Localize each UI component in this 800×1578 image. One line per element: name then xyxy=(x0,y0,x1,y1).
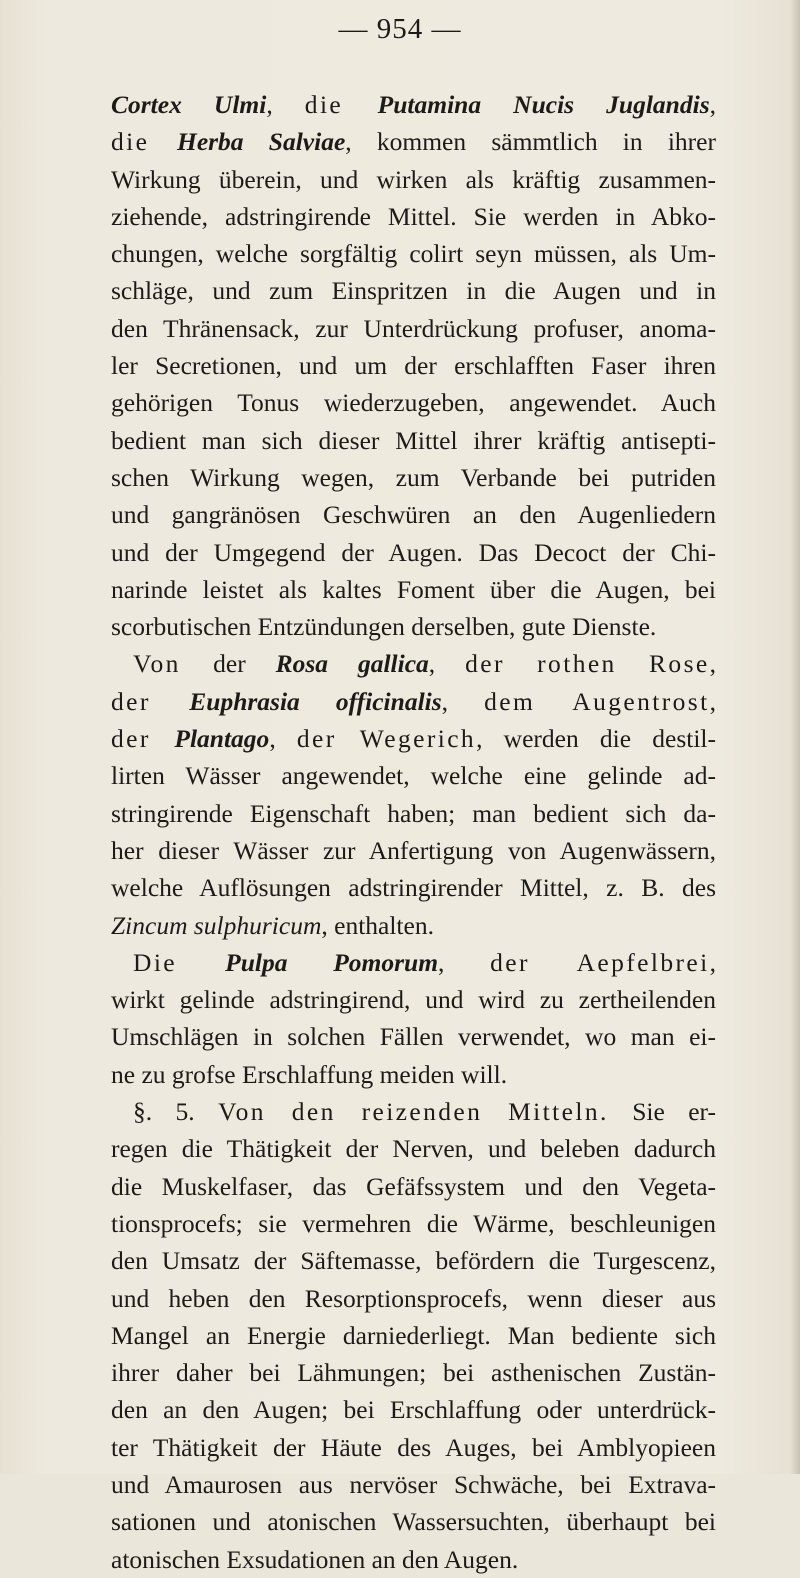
text-line xyxy=(111,310,716,347)
text-run: §. 5. xyxy=(133,1097,219,1127)
text-run: , werden die destil- xyxy=(476,724,717,754)
text-run: , xyxy=(441,686,485,716)
spaced-text: die xyxy=(304,90,378,119)
latin-term: Euphrasia officinalis xyxy=(189,686,442,716)
paragraph xyxy=(111,944,716,1093)
text-run: , enthalten. xyxy=(321,910,434,940)
text-run: bedient man sich dieser Mittel ihrer kräftig antisepti- xyxy=(111,425,716,455)
text-run: tionsprocefs; sie vermehren die Wärme, beschleunigen xyxy=(111,1208,716,1238)
text-run: , xyxy=(709,947,717,977)
text-run: , xyxy=(438,947,491,977)
text-line xyxy=(111,608,716,645)
text-run: welche Auflösungen adstringirender Mittel, z. B. des xyxy=(111,873,716,903)
page-edge-shadow xyxy=(790,0,800,1474)
text-run: regen die Thätigkeit der Nerven, und beleben dadurch xyxy=(111,1134,716,1164)
text-line xyxy=(111,1056,716,1093)
text-run: her dieser Wässer zur Anfertigung von Augenwässern, xyxy=(111,835,716,865)
spaced-text: die xyxy=(111,127,177,157)
text-line xyxy=(111,198,716,235)
text-line xyxy=(111,384,716,421)
latin-term: Cortex Ulmi xyxy=(111,90,267,119)
text-run: , xyxy=(709,686,716,716)
spaced-text: Von xyxy=(133,649,214,679)
text-line xyxy=(111,86,716,123)
text-run: Wirkung überein, und wirken als kräftig zusammen- xyxy=(111,164,716,194)
paragraph xyxy=(111,86,716,645)
text-line xyxy=(111,757,716,794)
text-run: stringirende Eigenschaft haben; man bedient sich da- xyxy=(111,798,716,828)
text-line xyxy=(111,123,716,160)
text-line xyxy=(111,1242,716,1279)
text-run: den Thränensack, zur Unterdrückung profuser, anoma- xyxy=(111,313,716,343)
text-line xyxy=(111,1093,716,1130)
text-run: ziehende, adstringirende Mittel. Sie werden in Abko- xyxy=(111,201,716,231)
text-line xyxy=(111,795,716,832)
spaced-text: Von den reizenden Mitteln. xyxy=(218,1097,609,1127)
text-line xyxy=(111,534,716,571)
text-run: , kommen sämmtlich in ihrer xyxy=(345,127,716,157)
latin-term: Putamina Nucis Juglandis xyxy=(377,90,710,119)
text-run: , xyxy=(709,649,716,679)
text-run: den an den Augen; bei Erschlaffung oder unterdrück- xyxy=(111,1395,716,1425)
spaced-text: dem Augentrost xyxy=(484,686,710,716)
text-line xyxy=(111,1466,716,1503)
text-run: ler Secretionen, und um der erschlafften Faser ihren xyxy=(111,351,716,381)
text-run: ne zu grofse Erschlaffung meiden will. xyxy=(111,1059,508,1089)
text-line xyxy=(111,1168,716,1205)
text-run: schläge, und zum Einspritzen in die Augen und in xyxy=(111,276,716,306)
spaced-text: der xyxy=(111,686,190,716)
text-line xyxy=(111,907,716,944)
text-line xyxy=(111,869,716,906)
text-line xyxy=(111,1429,716,1466)
text-run: , xyxy=(709,90,716,119)
text-run: Mangel an Energie darniederliegt. Man bediente sich xyxy=(111,1320,716,1350)
spaced-text: der xyxy=(111,724,175,754)
text-line xyxy=(111,1317,716,1354)
spaced-text: der Wegerich xyxy=(296,724,477,754)
text-line xyxy=(111,1130,716,1167)
spaced-text: der rothen Rose xyxy=(465,649,710,679)
latin-term: Pulpa Pomorum xyxy=(225,947,439,977)
text-line xyxy=(111,272,716,309)
text-run: und heben den Resorptionsprocefs, wenn dieser aus xyxy=(111,1283,716,1313)
text-run: der xyxy=(213,649,276,679)
text-line xyxy=(111,683,716,720)
text-run: gehörigen Tonus wiederzugeben, angewendet. Auch xyxy=(111,388,716,418)
text-run: narinde leistet als kaltes Foment über die Augen, bei xyxy=(111,574,716,604)
text-run: lirten Wässer angewendet, welche eine gelinde ad- xyxy=(111,761,716,791)
text-run: scorbutischen Entzündungen derselben, gute Dienste. xyxy=(111,612,657,642)
latin-term: Herba Salviae xyxy=(176,127,346,157)
text-line xyxy=(111,720,716,757)
spaced-text: der Aepfelbrei xyxy=(490,947,710,977)
text-run: , xyxy=(269,724,297,754)
text-run: wirkt gelinde adstringirend, und wird zu zertheilenden xyxy=(111,985,716,1015)
text-line xyxy=(111,235,716,272)
page-number: — 954 — xyxy=(338,13,462,45)
text-run: Umschlägen in solchen Fällen verwendet, wo man ei- xyxy=(111,1022,716,1052)
text-run: und der Umgegend der Augen. Das Decoct der Chi- xyxy=(111,537,716,567)
text-run: die Muskelfaser, das Gefäfssystem und den Vegeta- xyxy=(111,1171,716,1201)
text-run: atonischen Exsudationen an den Augen. xyxy=(111,1544,519,1574)
spaced-text: Die xyxy=(133,947,226,977)
text-line xyxy=(111,161,716,198)
latin-term: Plantago xyxy=(174,724,270,754)
text-line xyxy=(111,832,716,869)
text-run: und Amaurosen aus nervöser Schwäche, bei Extrava- xyxy=(111,1469,716,1499)
text-line xyxy=(111,1503,716,1540)
text-run: ihrer daher bei Lähmungen; bei asthenischen Zustän- xyxy=(111,1358,716,1388)
text-line xyxy=(111,422,716,459)
text-line xyxy=(111,571,716,608)
body-text xyxy=(111,86,716,1578)
text-run: chungen, welche sorgfältig colirt seyn müssen, als Um- xyxy=(111,239,716,269)
text-run: , xyxy=(266,90,305,119)
text-line xyxy=(111,1018,716,1055)
paragraph xyxy=(111,1093,716,1578)
text-line xyxy=(111,645,716,682)
text-run: schen Wirkung wegen, zum Verbande bei putriden xyxy=(111,462,716,492)
text-line xyxy=(111,944,716,981)
text-run: Sie er- xyxy=(608,1097,716,1127)
text-line xyxy=(111,347,716,384)
latin-term: Zincum sulphuricum xyxy=(111,910,322,940)
text-run: und gangränösen Geschwüren an den Augenliedern xyxy=(111,500,716,530)
text-line xyxy=(111,1354,716,1391)
latin-term: Rosa gallica xyxy=(275,649,429,679)
text-line xyxy=(111,496,716,533)
paragraph xyxy=(111,645,716,943)
text-line xyxy=(111,1391,716,1428)
text-run: ter Thätigkeit der Häute des Auges, bei Amblyopieen xyxy=(111,1432,716,1462)
text-run: sationen und atonischen Wassersuchten, überhaupt bei xyxy=(111,1507,716,1537)
text-run: den Umsatz der Säftemasse, befördern die Turgescenz, xyxy=(111,1246,716,1276)
text-line xyxy=(111,1541,716,1578)
text-line xyxy=(111,459,716,496)
text-line xyxy=(111,981,716,1018)
text-line xyxy=(111,1280,716,1317)
text-run: , xyxy=(428,649,466,679)
text-line xyxy=(111,1205,716,1242)
